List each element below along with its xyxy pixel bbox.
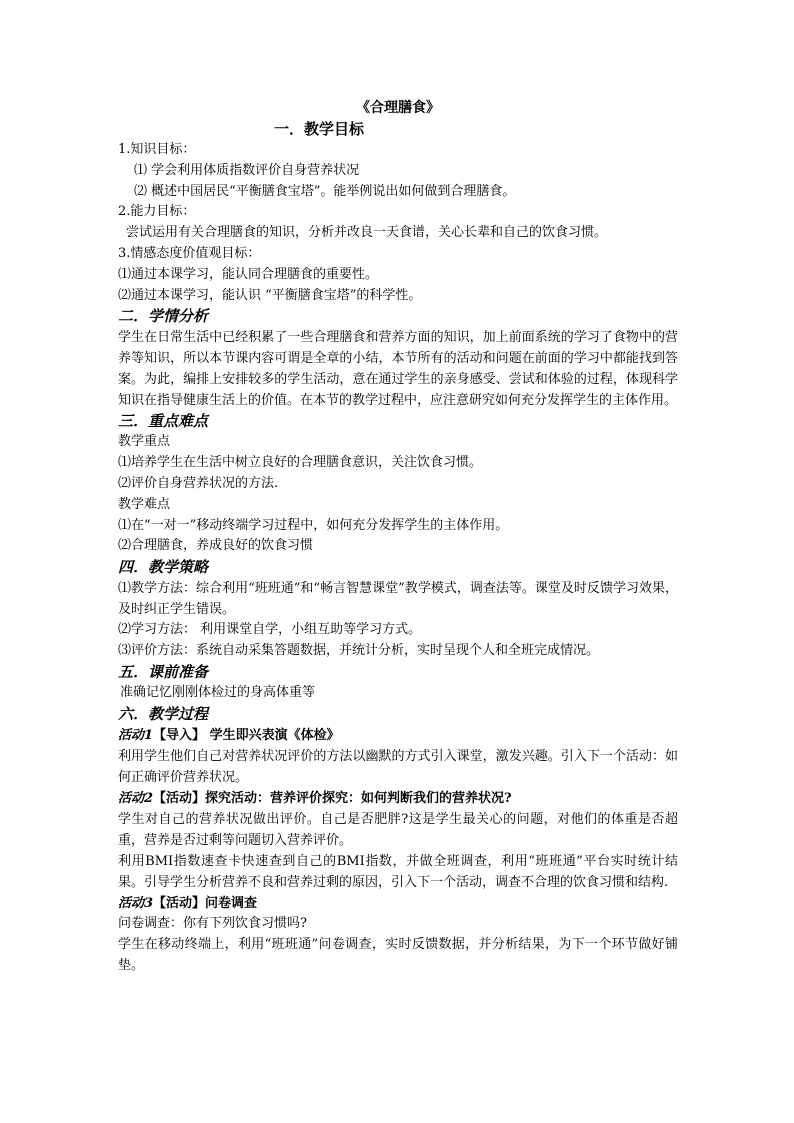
knowledge-goal-title: 1.知识目标： <box>118 142 196 157</box>
section-heading-preparation: 五．课前准备 <box>118 662 209 681</box>
section-heading-objectives: 一．教学目标 <box>274 120 365 138</box>
knowledge-goal-2: ⑵ 概述中国居民“平衡膳食宝塔”。能举例说出如何做到合理膳食。 <box>134 183 516 199</box>
activity-3-heading <box>118 893 678 914</box>
document-body <box>118 98 678 976</box>
activity-2-paragraph-1: 学生对自己的营养状况做出评价。自己是否肥胖?这是学生最关心的问题，对他们的体重是否超重，营养是否过剩等问题切入营养评价。 <box>118 811 678 848</box>
key-point-2: ⑵评价自身营养状况的方法. <box>118 475 279 491</box>
document-title: 《合理膳食》 <box>356 100 440 116</box>
key-point-1: ⑴培养学生在生活中树立良好的合理膳食意识，关注饮食习惯。 <box>118 455 483 471</box>
activity-3-paragraph-1: 问卷调查：你有下列饮食习惯吗? <box>118 915 307 931</box>
difficulty-1: ⑴在“一对一”移动终端学习过程中，如何充分发挥学生的主体作用。 <box>118 517 509 533</box>
activity-2-title: 【活动】探究活动：营养评价探究：如何判断我们的营养状况? <box>153 790 512 806</box>
activity-3-number: 活动3 <box>118 895 154 911</box>
activity-3-paragraph-2: 学生在移动终端上，利用“班班通”问卷调查，实时反馈数据，并分析结果，为下一个环节做好铺垫。 <box>118 937 678 974</box>
strategy-method-1: ⑴教学方法：综合利用“班班通”和“畅言智慧课堂”教学模式，调查法等。课堂及时反馈学习效果，及时纠正学生错误。 <box>118 581 678 618</box>
activity-1-paragraph: 利用学生他们自己对营养状况评价的方法以幽默的方式引入课堂，激发兴趣。引入下一个活动：如何正确评价营养状况。 <box>118 748 678 785</box>
activity-1-title: 【导入】 学生即兴表演《体检》 <box>153 727 340 743</box>
activity-2-paragraph-2: 利用BMI指数速查卡快速查到自己的BMI指数，并做全班调查，利用“班班通”平台实时统计结果。引导学生分析营养不良和营养过剩的原因，引入下一个活动，调查不合理的饮食习惯和结构. <box>118 853 678 890</box>
section-heading-strategy: 四．教学策略 <box>118 558 209 577</box>
activity-2-number: 活动2 <box>118 790 154 806</box>
difficulty-2: ⑵合理膳食，养成良好的饮食习惯 <box>118 538 314 554</box>
activity-1-heading <box>118 725 678 746</box>
section-heading-key-points: 三．重点难点 <box>118 412 209 431</box>
preparation-item: 准确记忆刚刚体检过的身高体重等 <box>120 684 316 700</box>
key-points-title: 教学重点 <box>118 434 171 450</box>
knowledge-goal-1: ⑴ 学会利用体质指数评价自身营养状况 <box>134 162 360 178</box>
section-heading-process: 六．教学过程 <box>118 704 209 723</box>
emotion-goal-2: ⑵通过本课学习，能认识 “平衡膳食宝塔”的科学性。 <box>118 287 422 303</box>
strategy-method-3: ⑶评价方法：系统自动采集答题数据，并统计分析，实时呈现个人和全班完成情况。 <box>118 642 600 658</box>
difficulty-title: 教学难点 <box>118 496 171 512</box>
activity-3-title: 【活动】问卷调查 <box>153 895 258 911</box>
activity-1-number: 活动1 <box>118 727 154 743</box>
emotion-goal-1: ⑴通过本课学习，能认同合理膳食的重要性。 <box>118 266 379 282</box>
ability-goal-1: 尝试运用有关合理膳食的知识，分析并改良一天食谱，关心长辈和自己的饮食习惯。 <box>126 225 608 241</box>
activity-2-heading <box>118 788 678 809</box>
section-heading-analysis: 二．学情分析 <box>118 307 209 326</box>
ability-goal-title: 2.能力目标： <box>118 204 196 220</box>
emotion-goal-title: 3.情感态度价值观目标： <box>118 245 261 261</box>
strategy-method-2: ⑵学习方法： 利用课堂自学，小组互助等学习方式。 <box>118 622 422 638</box>
analysis-paragraph: 学生在日常生活中已经积累了一些合理膳食和营养方面的知识，加上前面系统的学习了食物中的营养等知识，所以本节课内容可谓是全章的小结，本节所有的活动和问题在前面的学习中都能找到答案。为此，编排上安排较多的学生活动，意在通过学生的亲身感受、尝试和体验的过程，体现科学知识在指导健康生活上的价值。在本节的教学过程中，应注意研究如何充分发挥学生的主体作用。 <box>118 330 678 409</box>
